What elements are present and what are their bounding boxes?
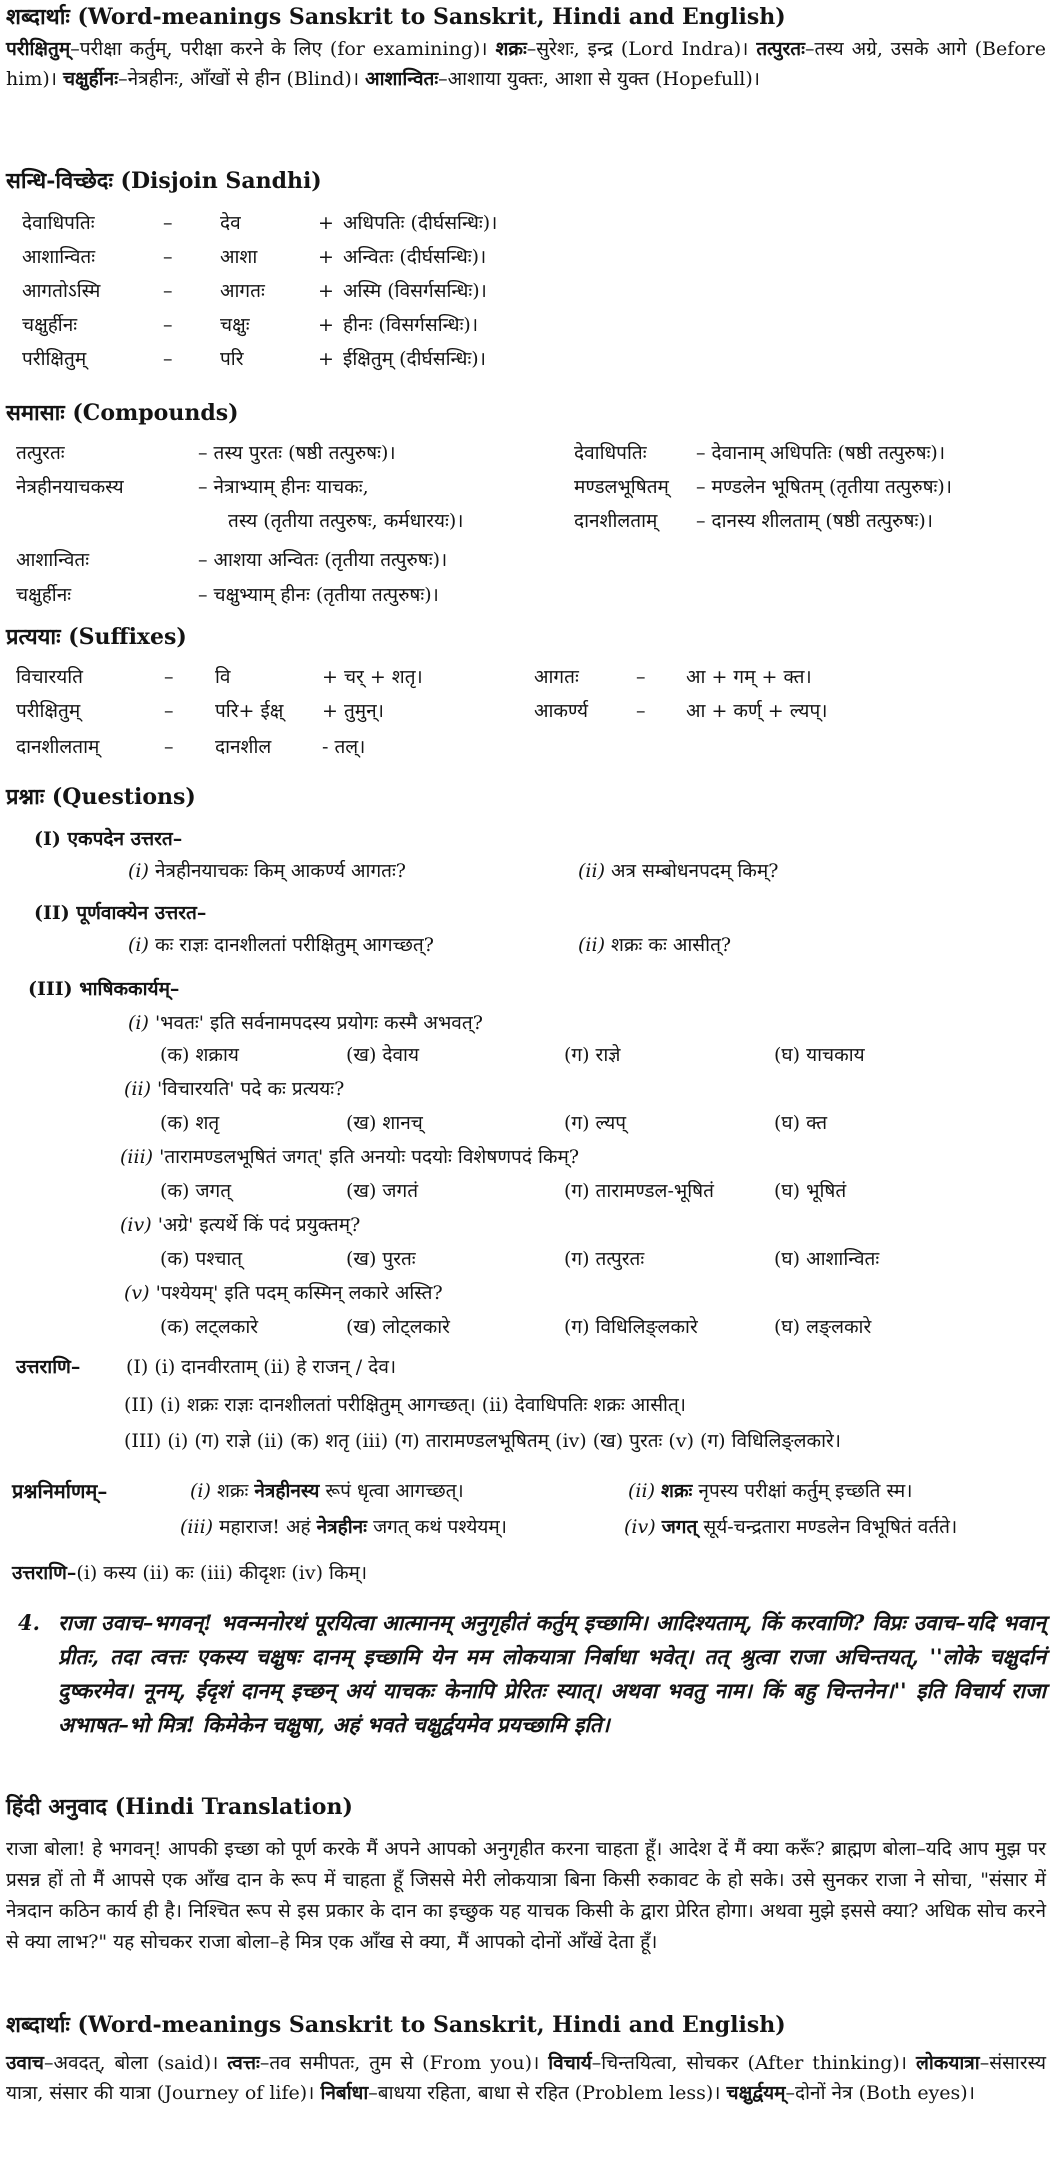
sandhi-word: देवाधिपतिः <box>22 212 95 234</box>
sandhi-word: परीक्षितुम् <box>22 348 87 370</box>
mcq-option: (घ) लङ्लकारे <box>774 1316 872 1338</box>
sandhi-heading: सन्धि-विच्छेदः (Disjoin Sandhi) <box>6 168 322 194</box>
term: आशान्वितः <box>365 68 439 90</box>
sandhi-dash: – <box>163 280 173 302</box>
question: (i) कः राज्ञः दानशीलतां परीक्षितुम् आगच्छत्? <box>128 934 434 956</box>
mcq-option: (ग) तत्पुरतः <box>564 1248 645 1270</box>
mcq-question: (v) 'पश्येयम्' इति पदम् कस्मिन् लकारे अस्ति? <box>124 1282 443 1304</box>
term-meaning: –दोनों नेत्र (Both eyes)। <box>785 2082 975 2104</box>
suffixes-heading: प्रत्ययाः (Suffixes) <box>6 624 187 650</box>
sandhi-plus: + <box>318 280 334 302</box>
term-meaning: –आशाया युक्तः, आशा से युक्त (Hopefull)। <box>438 68 760 90</box>
mcq-question: (iv) 'अग्रे' इत्यर्थे किं पदं प्रयुक्तम्? <box>120 1214 361 1236</box>
suffix-word: दानशीलताम् <box>16 736 100 758</box>
hindi-translation-heading: हिंदी अनुवाद (Hindi Translation) <box>6 1794 353 1820</box>
suffix-rest: + तुमुन्। <box>322 700 384 722</box>
suffix-dash: – <box>164 736 174 758</box>
term-meaning: –नेत्रहीनः, आँखों से हीन (Blind)। <box>118 68 366 90</box>
formation-item: (i) शक्रः नेत्रहीनस्य रूपं धृत्वा आगच्छत्। <box>190 1480 464 1502</box>
section-3-label: (III) भाषिककार्यम्– <box>28 978 180 1000</box>
term: उवाच <box>6 2052 44 2074</box>
sandhi-word: चक्षुर्हीनः <box>22 314 78 336</box>
question: (ii) अत्र सम्बोधनपदम् किम्? <box>578 860 779 882</box>
mcq-option: (क) पश्चात् <box>160 1248 243 1270</box>
mcq-option: (ख) पुरतः <box>346 1248 416 1270</box>
word-meanings-heading-2: शब्दार्थाः (Word-meanings Sanskrit to Sanskrit, Hindi and English) <box>6 2012 786 2038</box>
compound-word: चक्षुर्हीनः <box>16 584 72 606</box>
compound-word: मण्डलभूषितम् <box>574 476 669 498</box>
formation-item: (iv) जगत् सूर्य-चन्द्रतारा मण्डलेन विभूषितं वर्तते। <box>624 1516 958 1538</box>
sandhi-part-a: चक्षुः <box>220 314 250 336</box>
mcq-option: (घ) आशान्वितः <box>774 1248 880 1270</box>
compound-word: आशान्वितः <box>16 549 90 571</box>
mcq-option: (घ) क्त <box>774 1112 828 1134</box>
suffix-rest: - तल्। <box>322 736 366 758</box>
sandhi-dash: – <box>163 314 173 336</box>
compound-word: देवाधिपतिः <box>574 442 647 464</box>
sandhi-part-a: परि <box>220 348 244 370</box>
suffix-root: दानशील <box>215 736 272 758</box>
mcq-option: (ग) तारामण्डल-भूषितं <box>564 1180 714 1202</box>
suffix-dash: – <box>164 666 174 688</box>
compound-word: दानशीलताम् <box>574 510 658 532</box>
term-meaning: –तव समीपतः, तुम से (From you)। <box>259 2052 549 2074</box>
sandhi-plus: + <box>318 314 334 336</box>
word-meanings-text-2 <box>6 2048 1046 2108</box>
compounds-heading: समासाः (Compounds) <box>6 400 239 426</box>
sandhi-part-b: ईक्षितुम् (दीर्घसन्धिः)। <box>343 348 486 370</box>
suffix-word: विचारयति <box>16 666 84 688</box>
mcq-question: (ii) 'विचारयति' पदे कः प्रत्ययः? <box>124 1078 345 1100</box>
term: शक्रः <box>495 38 527 60</box>
mcq-option: (घ) याचकाय <box>774 1044 865 1066</box>
term: चक्षुर्हीनः <box>62 68 119 90</box>
suffix-dash: – <box>636 700 646 722</box>
sandhi-part-b: अधिपतिः (दीर्घसन्धिः)। <box>343 212 498 234</box>
compound-expl: – दानस्य शीलताम् (षष्ठी तत्पुरुषः)। <box>696 510 933 532</box>
sandhi-word: आगतोऽस्मि <box>22 280 101 302</box>
answer-line: (III) (i) (ग) राज्ञे (ii) (क) शतृ (iii) (ग) तारामण्डलभूषितम् (iv) (ख) पुरतः (v) (ग) विधिलिङ्लकारे। <box>124 1430 841 1452</box>
mcq-question: (iii) 'तारामण्डलभूषितं जगत्' इति अनयोः पदयोः विशेषणपदं किम्? <box>120 1146 580 1168</box>
sandhi-part-a: आगतः <box>220 280 265 302</box>
sandhi-plus: + <box>318 212 334 234</box>
mcq-option: (ग) विधिलिङ्लकारे <box>564 1316 698 1338</box>
compound-expl: – देवानाम् अधिपतिः (षष्ठी तत्पुरुषः)। <box>696 442 946 464</box>
sandhi-part-a: आशा <box>220 246 258 268</box>
word-meanings-heading: शब्दार्थाः (Word-meanings Sanskrit to Sanskrit, Hindi and English) <box>6 4 786 30</box>
mcq-option: (ग) ल्यप् <box>564 1112 627 1134</box>
sandhi-dash: – <box>163 212 173 234</box>
mcq-question: (i) 'भवतः' इति सर्वनामपदस्य प्रयोगः कस्मै अभवत्? <box>128 1012 483 1034</box>
compound-word: तत्पुरतः <box>16 442 65 464</box>
compound-expl: – नेत्राभ्याम् हीनः याचकः, <box>198 476 369 498</box>
section-1-label: (I) एकपदेन उत्तरत– <box>34 828 183 850</box>
mcq-option: (क) लट्लकारे <box>160 1316 259 1338</box>
mcq-option: (क) शतृ <box>160 1112 220 1134</box>
sandhi-dash: – <box>163 348 173 370</box>
section-2-label: (II) पूर्णवाक्येन उत्तरत– <box>34 902 207 924</box>
suffix-dash: – <box>164 700 174 722</box>
compound-expl: – मण्डलेन भूषितम् (तृतीया तत्पुरुषः)। <box>696 476 953 498</box>
mcq-option: (ख) लोट्लकारे <box>346 1316 450 1338</box>
term: त्वत्तः <box>227 2052 260 2074</box>
compound-expl: तस्य (तृतीया तत्पुरुषः, कर्मधारयः)। <box>228 510 464 532</box>
compound-expl: – तस्य पुरतः (षष्ठी तत्पुरुषः)। <box>198 442 396 464</box>
question-formation-label: प्रश्ननिर्माणम्– <box>12 1479 108 1503</box>
term-meaning: –संसारस्य यात्रा, संसार की यात्रा (Journey of life)। <box>6 2052 1047 2104</box>
formation-item: (ii) शक्रः नृपस्य परीक्षां कर्तुम् इच्छति स्म। <box>628 1480 913 1502</box>
suffix-word: आकर्ण्य <box>534 700 589 722</box>
suffix-root: वि <box>215 666 231 688</box>
suffix-rest: + चर् + शतृ। <box>322 666 423 688</box>
term: तत्पुरतः <box>756 38 805 60</box>
mcq-option: (ख) शानच् <box>346 1112 423 1134</box>
hindi-translation-text: राजा बोला! हे भगवन्! आपकी इच्छा को पूर्ण करके मैं अपने आपको अनुगृहीत करना चाहता हूँ। आदेश दें मैं क्या करूँ? ब्राह्मण बोला–यदि आप मुझ पर प्रसन्न हों तो मैं आपसे एक आँख दान के रूप में चाहता हूँ जिससे मेरी लोकयात्रा बिना किसी रुकावट के हो सके। उसे सुनकर राजा ने सोचा, "संसार में नेत्रदान कठिन कार्य ही है। निश्चित रूप से इस प्रकार के दान का इच्छुक यह याचक किसी के द्वारा प्रेरित होगा। अथवा मुझे इससे क्या? अधिक सोच करने से क्या लाभ?" यह सोचकर राजा बोला–हे मित्र एक आँख से क्या, मैं आपको दोनों आँखें देता हूँ। <box>6 1838 1046 1953</box>
compound-expl: – चक्षुभ्याम् हीनः (तृतीया तत्पुरुषः)। <box>198 584 439 606</box>
term: विचार्य <box>548 2052 592 2074</box>
suffix-rest: आ + कर्ण् + ल्यप्। <box>686 700 828 722</box>
term: चक्षुर्द्वयम् <box>726 2082 786 2104</box>
compound-word: नेत्रहीनयाचकस्य <box>16 476 124 498</box>
sandhi-part-a: देव <box>220 212 241 234</box>
suffix-rest: आ + गम् + क्त। <box>686 666 812 688</box>
suffix-word: परीक्षितुम् <box>16 700 81 722</box>
term: लोकयात्रा <box>915 2052 980 2074</box>
term-meaning: –परीक्षा कर्तुम्, परीक्षा करने के लिए (for examining)। <box>70 38 496 60</box>
answer-line: (I) (i) दानवीरताम् (ii) हे राजन् / देव। <box>126 1356 397 1378</box>
passage-number: 4. <box>18 1610 40 1635</box>
formation-answers: उत्तराणि–(i) कस्य (ii) कः (iii) कीदृशः (iv) किम्। <box>12 1562 368 1584</box>
mcq-option: (ख) देवाय <box>346 1044 420 1066</box>
sandhi-word: आशान्वितः <box>22 246 96 268</box>
term: परीक्षितुम् <box>6 38 71 60</box>
mcq-option: (ग) राज्ञे <box>564 1044 621 1066</box>
term-meaning: –बाधया रहिता, बाधा से रहित (Problem less)। <box>368 2082 727 2104</box>
questions-heading: प्रश्नाः (Questions) <box>6 784 196 810</box>
term: निर्बाधा <box>320 2082 369 2104</box>
mcq-option: (ख) जगतं <box>346 1180 419 1202</box>
question: (ii) शक्रः कः आसीत्? <box>578 934 732 956</box>
term-meaning: –तस्य अग्रे, उसके आगे (Before him)। <box>6 38 1046 90</box>
suffix-root: परि+ ईक्ष् <box>215 700 284 722</box>
sandhi-part-b: अस्मि (विसर्गसन्धिः)। <box>343 280 487 302</box>
question: (i) नेत्रहीनयाचकः किम् आकर्ण्य आगतः? <box>128 860 406 882</box>
compound-expl: – आशया अन्वितः (तृतीया तत्पुरुषः)। <box>198 549 448 571</box>
mcq-option: (क) जगत् <box>160 1180 232 1202</box>
suffix-word: आगतः <box>534 666 579 688</box>
answers-label: उत्तराणि– <box>16 1356 81 1378</box>
sandhi-part-b: अन्वितः (दीर्घसन्धिः)। <box>343 246 487 268</box>
sanskrit-passage: राजा उवाच–भगवन्! भवन्मनोरथं पूरयित्वा आत्मानम् अनुगृहीतं कर्तुम् इच्छामि। आदिश्यताम्, किं करवाणि? विप्रः उवाच–यदि भवान् प्रीतः, तदा त्वत्तः एकस्य चक्षुषः दानम् इच्छामि येन मम लोकयात्रा निर्बाधा भवेत्। तत् श्रुत्वा राजा अचिन्तयत्, ''लोके चक्षुर्दानं दुष्करमेव। नूनम्, ईदृशं दानम् इच्छन् अयं याचकः केनापि प्रेरितः स्यात्। अथवा भवतु नाम। किं बहु चिन्तनेन।'' इति विचार्य राजा अभाषत–भो मित्र! किमेकेन चक्षुषा, अहं भवते चक्षुर्द्वयमेव प्रयच्छामि इति। <box>58 1610 1046 1737</box>
formation-item: (iii) महाराज! अहं नेत्रहीनः जगत् कथं पश्येयम्। <box>180 1516 507 1538</box>
sandhi-dash: – <box>163 246 173 268</box>
term-meaning: –सुरेशः, इन्द्र (Lord Indra)। <box>526 38 757 60</box>
sandhi-plus: + <box>318 246 334 268</box>
mcq-option: (क) शक्राय <box>160 1044 239 1066</box>
answer-line: (II) (i) शक्रः राज्ञः दानशीलतां परीक्षितुम् आगच्छत्। (ii) देवाधिपतिः शक्रः आसीत्। <box>124 1394 687 1416</box>
suffix-dash: – <box>636 666 646 688</box>
term-meaning: –अवदत्, बोला (said)। <box>43 2052 228 2074</box>
mcq-option: (घ) भूषितं <box>774 1180 847 1202</box>
sandhi-plus: + <box>318 348 334 370</box>
term-meaning: –चिन्तयित्वा, सोचकर (After thinking)। <box>591 2052 916 2074</box>
word-meanings-text <box>6 34 1046 94</box>
sandhi-part-b: हीनः (विसर्गसन्धिः)। <box>343 314 479 336</box>
